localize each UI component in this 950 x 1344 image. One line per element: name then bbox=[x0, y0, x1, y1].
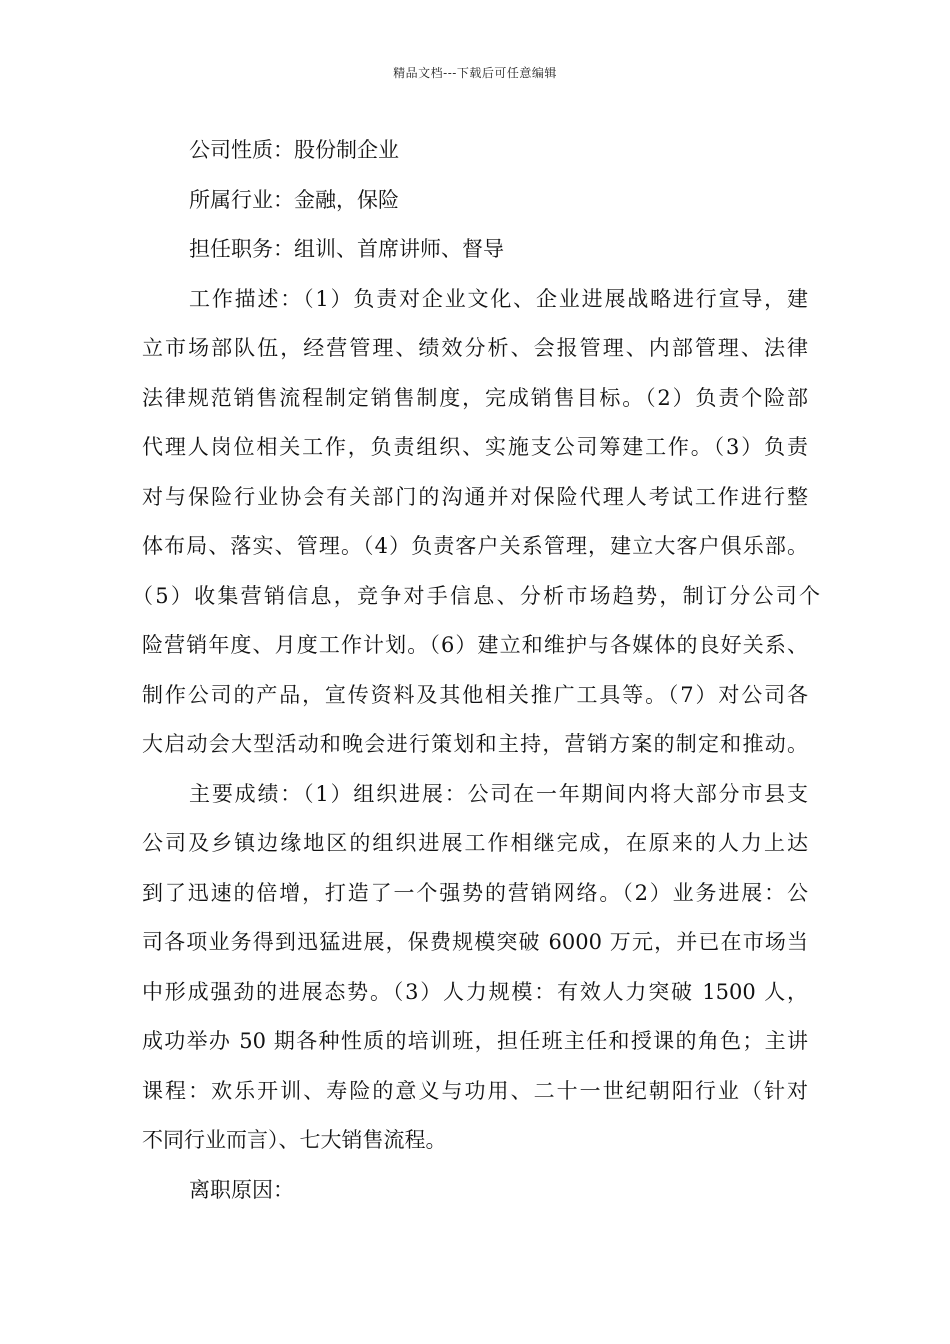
achievements-paragraph bbox=[142, 770, 808, 1166]
achievements-line: 不同行业而言）、七大销售流程。 bbox=[142, 1128, 447, 1152]
work-description-line: （5）收集营销信息，竞争对手信息、分析市场趋势，制订分公司个 bbox=[132, 583, 820, 608]
industry-field: 所属行业：金融，保险 bbox=[189, 187, 399, 212]
work-description-line: 险营销年度、月度工作计划。（6）建立和维护与各媒体的良好关系、 bbox=[142, 633, 808, 657]
company-nature-field: 公司性质：股份制企业 bbox=[189, 138, 399, 162]
work-description-line: 工作描述：（1）负责对企业文化、企业进展战略进行宣导，建 bbox=[189, 286, 808, 311]
work-description-line: 体布局、落实、管理。（4）负责客户关系管理，建立大客户俱乐部。 bbox=[142, 534, 808, 558]
work-description-line: 立市场部队伍，经营管理、绩效分析、会报管理、内部管理、法律 bbox=[142, 336, 808, 360]
achievements-line: 成功举办 50 期各种性质的培训班，担任班主任和授课的角色；主讲 bbox=[142, 1029, 808, 1053]
page-header: 精品文档---下载后可任意编辑 bbox=[393, 66, 557, 80]
departure-reason-label: 离职原因： bbox=[189, 1177, 294, 1202]
achievements-line: 到了迅速的倍增，打造了一个强势的营销网络。（2）业务进展：公 bbox=[142, 880, 808, 905]
achievements-line: 课程：欢乐开训、寿险的意义与功用、二十一世纪朝阳行业（针对 bbox=[142, 1078, 808, 1103]
document-body bbox=[132, 126, 820, 1215]
work-description-line: 法律规范销售流程制定销售制度，完成销售目标。（2）负责个险部 bbox=[142, 385, 808, 410]
work-description-paragraph bbox=[132, 275, 820, 770]
work-description-line: 对与保险行业协会有关部门的沟通并对保险代理人考试工作进行整 bbox=[142, 484, 808, 509]
position-field: 担任职务：组训、首席讲师、督导 bbox=[189, 237, 504, 261]
work-description-line: 代理人岗位相关工作，负责组织、实施支公司筹建工作。（3）负责 bbox=[142, 435, 808, 459]
achievements-line: 中形成强劲的进展态势。（3）人力规模：有效人力突破 1500 人， bbox=[142, 979, 808, 1004]
work-description-line: 制作公司的产品，宣传资料及其他相关推广工具等。（7）对公司各 bbox=[142, 682, 808, 707]
work-description-line: 大启动会大型活动和晚会进行策划和主持，营销方案的制定和推动。 bbox=[142, 732, 808, 756]
achievements-line: 主要成绩：（1）组织进展：公司在一年期间内将大部分市县支 bbox=[189, 781, 808, 806]
achievements-line: 公司及乡镇边缘地区的组织进展工作相继完成，在原来的人力上达 bbox=[142, 831, 808, 855]
achievements-line: 司各项业务得到迅猛进展，保费规模突破 6000 万元，并已在市场当 bbox=[142, 930, 808, 954]
